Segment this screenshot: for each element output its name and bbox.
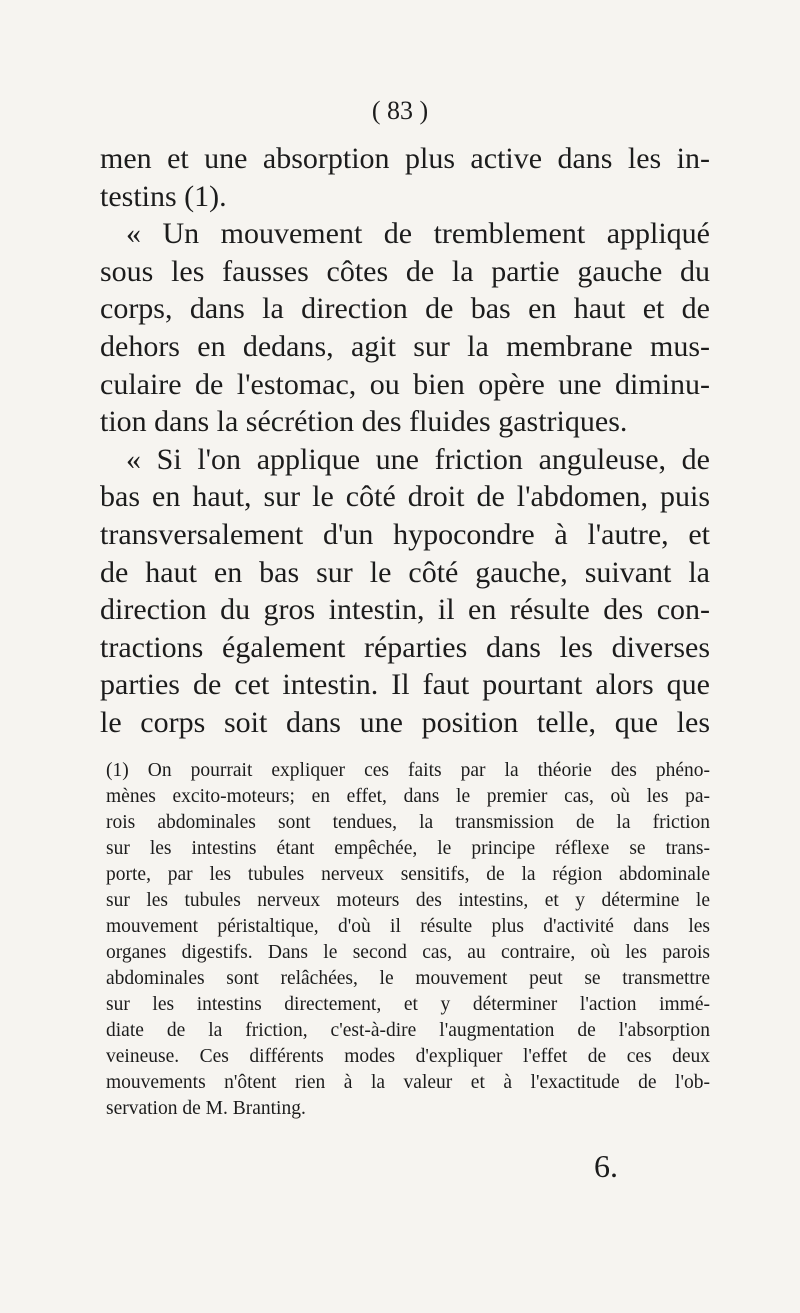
footnote-line: (1) On pourrait expliquer ces faits par la théorie des phéno- — [106, 760, 710, 781]
body-line: transversalement d'un hypocondre à l'autre, et — [100, 517, 710, 551]
body-line: « Si l'on applique une friction anguleuse, de — [126, 442, 710, 476]
body-line: « Un mouvement de tremblement appliqué — [126, 217, 710, 251]
body-line: bas en haut, sur le côté droit de l'abdomen, puis — [100, 480, 710, 514]
body-line: tractions également réparties dans les diverses — [100, 630, 710, 664]
body-line: sous les fausses côtes de la partie gauche du — [100, 254, 710, 288]
footnote-line: mouvement péristaltique, d'où il résulte plus d'activité dans les — [106, 916, 710, 937]
body-line: parties de cet intestin. Il faut pourtant alors que — [100, 668, 710, 702]
body-line: direction du gros intestin, il en résulte des con- — [100, 593, 710, 627]
footnote-line: mènes excito-moteurs; en effet, dans le premier cas, où les pa- — [106, 786, 710, 807]
footnote-line: mouvements n'ôtent rien à la valeur et à l'exactitude de l'ob- — [106, 1072, 710, 1093]
footnote-line: servation de M. Branting. — [106, 1098, 306, 1119]
body-line: corps, dans la direction de bas en haut et de — [100, 292, 710, 326]
footnote-line: veineuse. Ces différents modes d'expliquer l'effet de ces deux — [106, 1046, 710, 1067]
body-line: dehors en dedans, agit sur la membrane mus- — [100, 329, 710, 363]
footnote-line: sur les intestins directement, et y déterminer l'action immé- — [106, 994, 710, 1015]
footnote-line: abdominales sont relâchées, le mouvement peut se transmettre — [106, 968, 710, 989]
footnote-line: organes digestifs. Dans le second cas, au contraire, où les parois — [106, 942, 710, 963]
footnote-line: sur les tubules nerveux moteurs des intestins, et y détermine le — [106, 890, 710, 911]
footnote-line: diate de la friction, c'est-à-dire l'augmentation de l'absorption — [106, 1020, 710, 1041]
signature-mark: 6. — [594, 1148, 618, 1184]
body-line: le corps soit dans une position telle, que les — [100, 705, 710, 739]
footnote-line: porte, par les tubules nerveux sensitifs, de la région abdominale — [106, 864, 710, 885]
body-line: testins (1). — [100, 179, 227, 213]
main-text — [100, 140, 710, 742]
footnote — [106, 758, 710, 1122]
footnote-line: rois abdominales sont tendues, la transmission de la friction — [106, 812, 710, 833]
body-line: tion dans la sécrétion des fluides gastriques. — [100, 405, 628, 439]
page-number: ( 83 ) — [371, 96, 429, 125]
body-line: culaire de l'estomac, ou bien opère une diminu- — [100, 367, 710, 401]
footnote-line: sur les intestins étant empêchée, le principe réflexe se trans- — [106, 838, 710, 859]
body-line: de haut en bas sur le côté gauche, suivant la — [100, 555, 710, 589]
body-line: men et une absorption plus active dans les in- — [100, 142, 710, 175]
